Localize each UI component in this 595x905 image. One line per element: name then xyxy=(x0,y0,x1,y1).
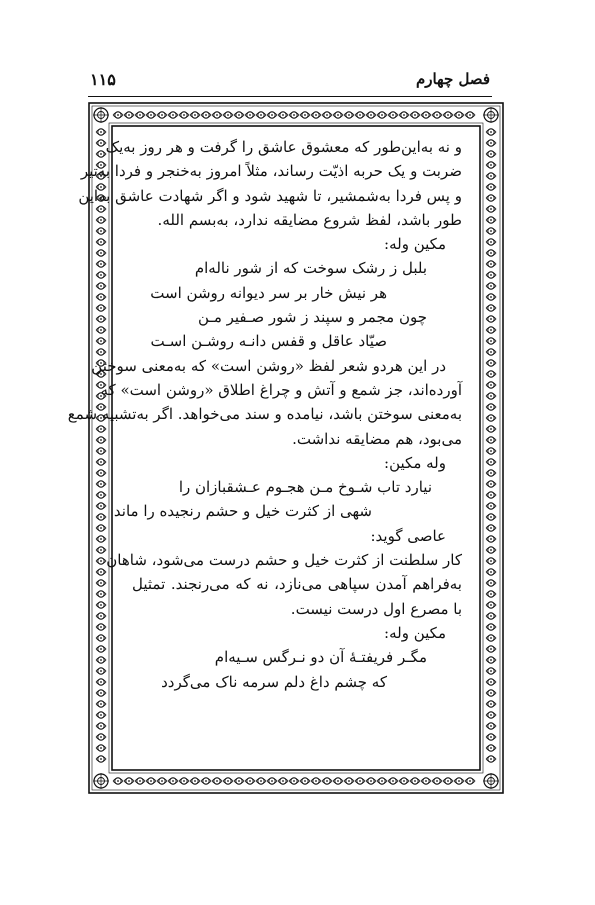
chapter-title: فصل چهارم xyxy=(415,70,490,88)
poet-heading: مکین وله: xyxy=(384,623,446,642)
poet-heading: مکین وله: xyxy=(384,235,446,254)
verse-line: صیّاد عاقل و قفس دانـه روشـن اسـت xyxy=(150,332,387,351)
verse-line: بلبل ز رشک سوخت که از شور ناله‌ام xyxy=(194,259,427,278)
prose-line: کار سلطنت از کثرت خیل و حشم درست می‌شود، شاهان xyxy=(106,551,462,570)
speaker-heading: عاصی گوید: xyxy=(370,526,446,545)
text-body xyxy=(67,135,462,765)
prose-line: در این هردو شعر لفظ «روشن است» که به‌معنی سوختن xyxy=(91,356,446,375)
verse-line: چون مجمر و سپند ز شور صـفیر مـن xyxy=(198,308,427,327)
verse-line: شهی از کثرت خیل و حشم رنجیده را ماند xyxy=(113,502,372,521)
prose-line: طور باشد، لفظ شروع مضایقه ندارد، به‌بسم الله. xyxy=(157,210,462,229)
prose-line: آورده‌اند، جز شمع و آتش و چراغ اطلاق «روشن است» که xyxy=(100,380,462,399)
prose-line: ضربت و یک حربه اذیّت رساند، مثلاً امروز به‌خنجر و فردا به‌تیر xyxy=(80,162,462,181)
verse-line: که چشم داغ دلم سرمه ناک می‌گردد xyxy=(161,672,387,691)
header-rule xyxy=(88,96,492,97)
verse-line: مگـر فریفتـهٔ آن دو نـرگس سـیه‌ام xyxy=(214,648,427,667)
verse-line: نیارد تاب شـوخ مـن هجـوم عـشقبازان را xyxy=(178,478,432,497)
verse-line: هر نیش خار بر سر دیوانه روشن است xyxy=(150,283,387,302)
prose-line: به‌معنی سوختن باشد، نیامده و سند می‌خواهد. اگر به‌تشبیه شمع xyxy=(67,405,462,424)
poet-heading: وله مکین: xyxy=(384,453,446,472)
prose-line: به‌فراهم آمدن سپاهی می‌نازد، نه که می‌رنجند. تمثیل xyxy=(132,575,462,594)
page-header xyxy=(90,70,490,96)
prose-line: و پس فردا به‌شمشیر، تا شهید شود و اگر شهادت عاشق به‌این xyxy=(78,186,462,205)
prose-line: می‌بود، هم مضایقه نداشت. xyxy=(292,429,462,448)
page-number: ۱۱۵ xyxy=(90,70,116,89)
prose-line: با مصرع اول درست نیست. xyxy=(290,599,462,618)
prose-line: و نه به‌این‌طور که معشوق عاشق را گرفت و هر روز به‌یک xyxy=(105,138,462,156)
